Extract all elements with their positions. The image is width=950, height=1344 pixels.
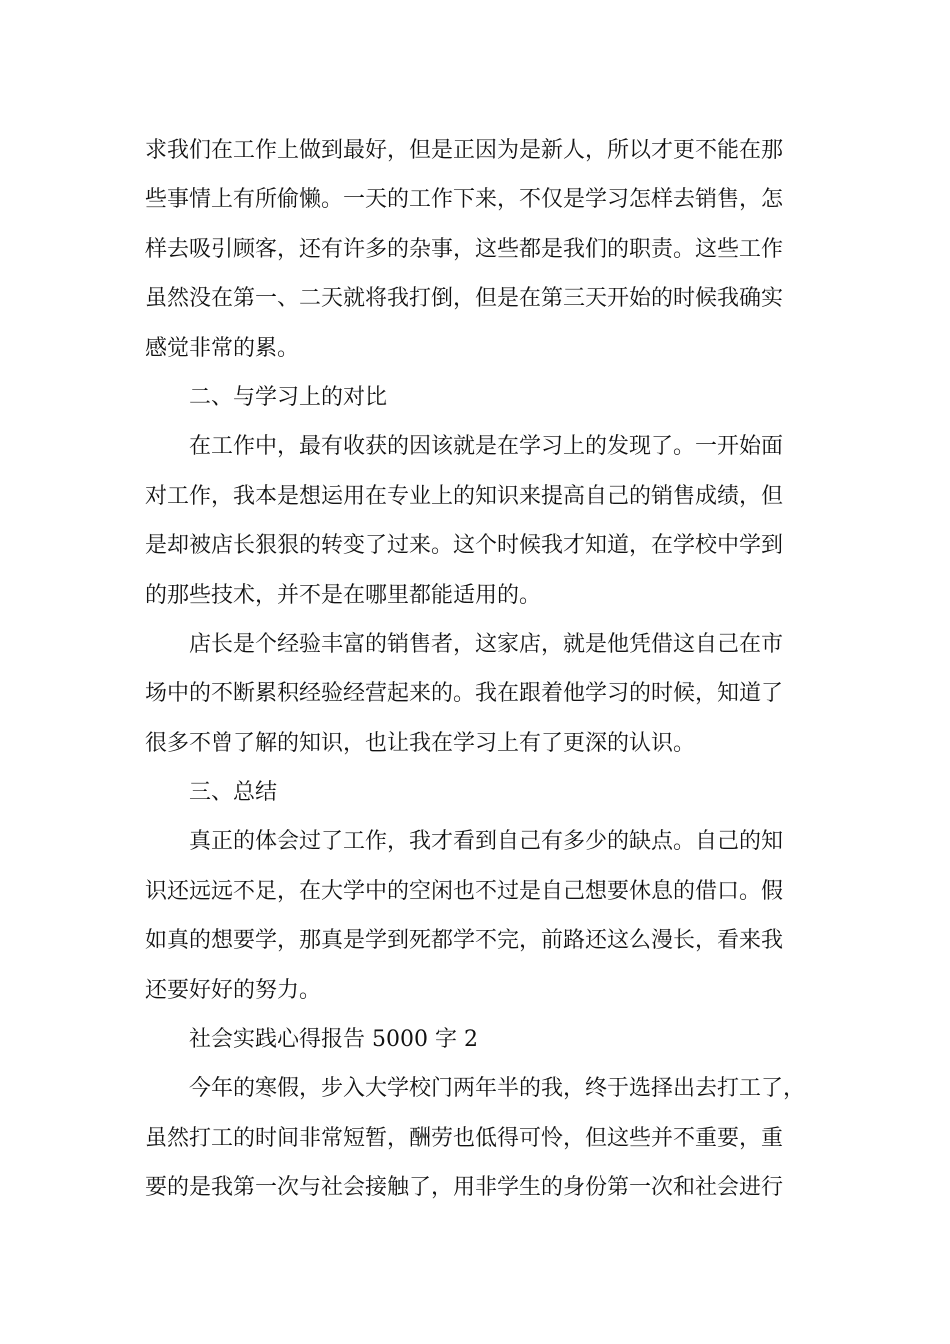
paragraph-line: 场中的不断累积经验经营起来的。我在跟着他学习的时候，知道了 [145,681,784,707]
paragraph-line: 些事情上有所偷懒。一天的工作下来，不仅是学习怎样去销售，怎 [145,187,784,213]
paragraph-line: 样去吸引顾客，还有许多的杂事，这些都是我们的职责。这些工作 [145,236,784,262]
report-title: 社会实践心得报告 5000 字 2 [189,1027,478,1053]
paragraph-line: 感觉非常的累。 [145,335,300,361]
paragraph-line: 的那些技术，并不是在哪里都能适用的。 [145,582,542,608]
paragraph-line: 如真的想要学，那真是学到死都学不完，前路还这么漫长，看来我 [145,928,784,954]
section-heading: 三、总结 [189,780,278,806]
paragraph-line: 虽然没在第一、二天就将我打倒，但是在第三天开始的时候我确实 [145,286,784,312]
section-heading: 二、与学习上的对比 [189,384,388,410]
paragraph-line: 对工作，我本是想运用在专业上的知识来提高自己的销售成绩，但 [145,483,784,509]
paragraph-line: 还要好好的努力。 [145,977,322,1003]
paragraph-line: 求我们在工作上做到最好，但是正因为是新人，所以才更不能在那 [145,138,784,163]
document-body [145,126,825,1213]
paragraph-line: 要的是我第一次与社会接触了，用非学生的身份第一次和社会进行 [145,1175,784,1201]
paragraph-line: 虽然打工的时间非常短暂，酬劳也低得可怜，但这些并不重要，重 [145,1125,784,1151]
paragraph-line: 在工作中，最有收获的因该就是在学习上的发现了。一开始面 [189,434,784,460]
paragraph-line: 识还远远不足，在大学中的空闲也不过是自己想要休息的借口。假 [145,878,784,904]
paragraph-line: 是却被店长狠狠的转变了过来。这个时候我才知道，在学校中学到 [145,533,784,559]
paragraph-line: 店长是个经验丰富的销售者，这家店，就是他凭借这自己在市 [189,631,784,657]
paragraph-line: 很多不曾了解的知识，也让我在学习上有了更深的认识。 [145,730,696,756]
paragraph-line: 今年的寒假，步入大学校门两年半的我，终于选择出去打工了， [189,1076,806,1102]
paragraph-line: 真正的体会过了工作，我才看到自己有多少的缺点。自己的知 [189,829,784,855]
